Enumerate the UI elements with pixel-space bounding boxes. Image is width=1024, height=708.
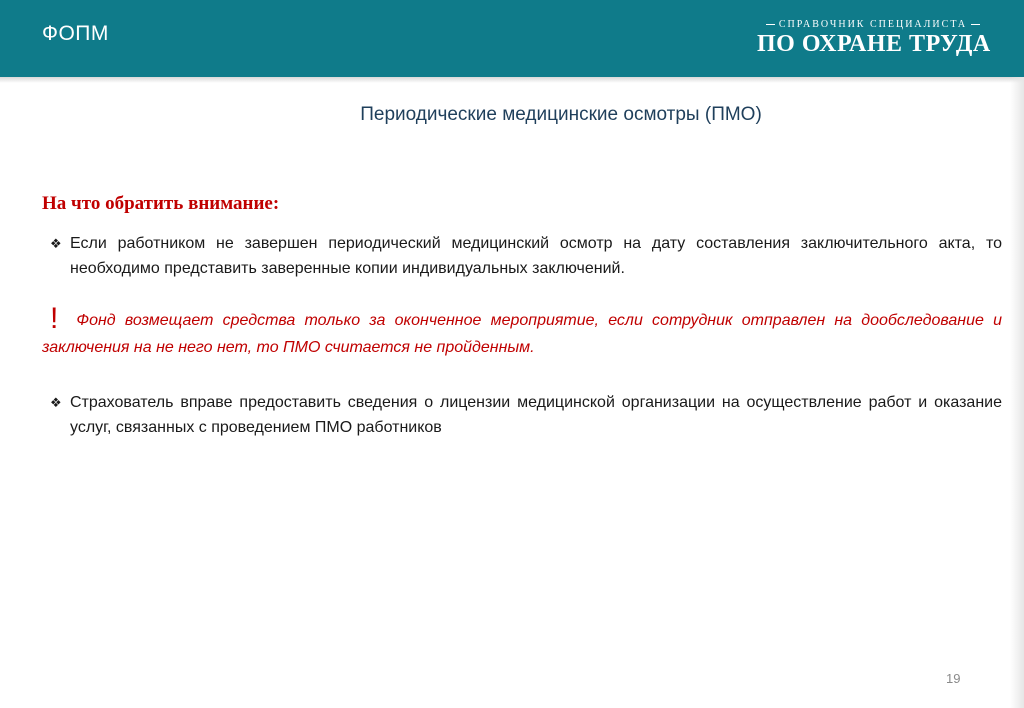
diamond-bullet-icon: ❖ (50, 395, 62, 410)
warning-text: Фонд возмещает средства только за оконченное мероприятие, если сотрудник отправлен на дообследование и заключения на не него нет, то ПМО считается не пройденным. (42, 312, 1002, 356)
logo-subtitle: СПРАВОЧНИК СПЕЦИАЛИСТА (778, 19, 968, 30)
logo-title: ПО ОХРАНЕ ТРУДА (757, 31, 991, 57)
slide-title: Периодические медицинские осмотры (ПМО) (360, 104, 762, 125)
logo-subtitle-row (757, 19, 989, 30)
logo-dash-left (766, 24, 775, 25)
warning-note (42, 302, 1002, 361)
diamond-bullet-icon: ❖ (50, 236, 62, 251)
slide-edge-shadow (1010, 77, 1024, 708)
logo (757, 19, 989, 58)
page-number: 19 (946, 671, 961, 686)
bullet-text: Страхователь вправе предоставить сведения о лицензии медицинской организации на осуществление работ и оказание услуг, связанных с проведением ПМО работников (70, 394, 1002, 436)
logo-dash-right (971, 24, 980, 25)
bullet-item (50, 231, 1002, 281)
header-bar (0, 0, 1024, 77)
bullet-text: Если работником не завершен периодический медицинский осмотр на дату составления заключительного акта, то необходимо представить заверенные копии индивидуальных заключений. (70, 235, 1002, 277)
exclamation-icon: ! (50, 302, 59, 335)
bullet-item (50, 390, 1002, 440)
header-label: ФОПМ (42, 22, 109, 45)
attention-heading: На что обратить внимание: (42, 193, 280, 214)
header-shadow (0, 77, 1024, 83)
